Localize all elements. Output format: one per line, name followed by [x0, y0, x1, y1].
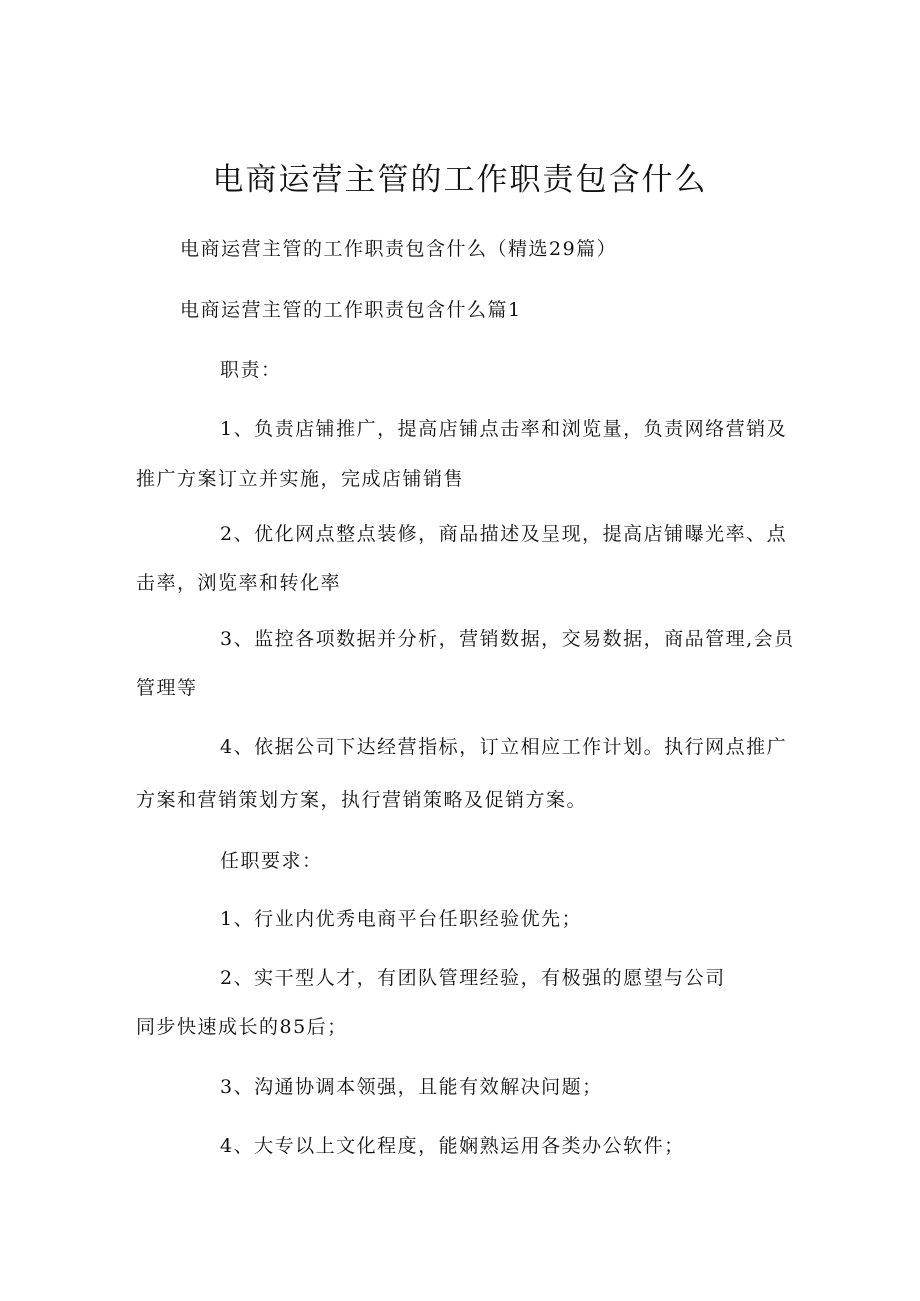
duty-item-4-line-2: 方案和营销策划方案，执行营销策略及促销方案。 [136, 789, 588, 811]
duty-item-3-line-2: 管理等 [136, 677, 198, 699]
requirement-item-2-line-2: 同步快速成长的85后； [136, 1016, 348, 1038]
duties-label: 职责： [220, 359, 282, 381]
requirement-item-4: 4、大专以上文化程度，能娴熟运用各类办公软件； [220, 1135, 685, 1157]
duty-item-1-line-2: 推广方案订立并实施，完成店铺销售 [136, 468, 465, 490]
duty-item-3-line-1: 3、监控各项数据并分析，营销数据，交易数据，商品管理,会员 [220, 628, 795, 650]
duty-item-1-line-1: 1、负责店铺推广，提高店铺点击率和浏览量，负责网络营销及 [220, 418, 788, 440]
section-heading: 电商运营主管的工作职责包含什么篇1 [180, 299, 522, 321]
requirements-label: 任职要求： [220, 850, 323, 872]
requirement-item-3: 3、沟通协调本领强，且能有效解决问题； [220, 1076, 603, 1098]
document-title: 电商运营主管的工作职责包含什么 [212, 162, 708, 198]
duty-item-2-line-1: 2、优化网点整点装修，商品描述及呈现，提高店铺曝光率、点 [220, 523, 788, 545]
requirement-item-1: 1、行业内优秀电商平台任职经验优先； [220, 908, 583, 930]
document-subtitle: 电商运营主管的工作职责包含什么（精选29篇） [180, 238, 618, 260]
duty-item-4-line-1: 4、依据公司下达经营指标，订立相应工作计划。执行网点推广 [220, 736, 788, 758]
duty-item-2-line-2: 击率，浏览率和转化率 [136, 572, 342, 594]
requirement-item-2-line-1: 2、实干型人才，有团队管理经验，有极强的愿望与公司 [220, 967, 726, 989]
